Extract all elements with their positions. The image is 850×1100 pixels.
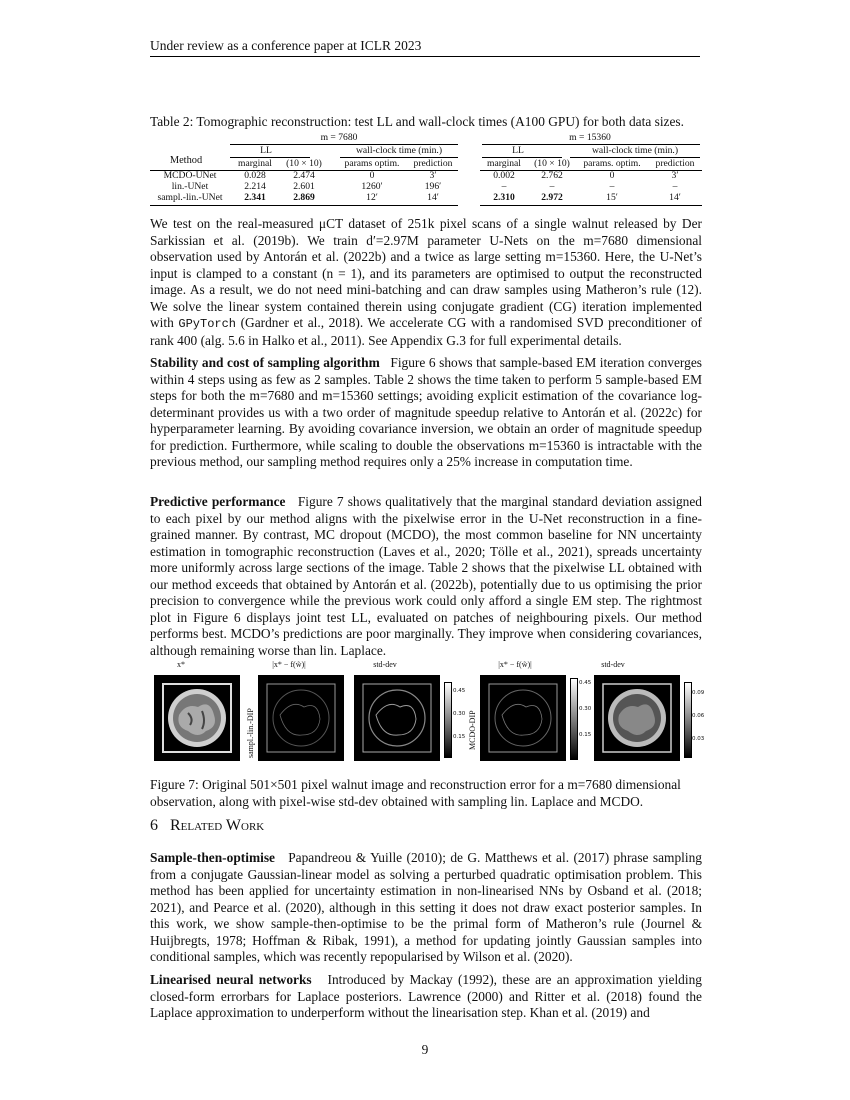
cell: 2.310 <box>493 192 515 203</box>
col-params: params optim. <box>344 158 400 169</box>
header-rule <box>150 56 700 57</box>
cell: – <box>501 181 507 192</box>
table-caption: Table 2: Tomographic reconstruction: test LL and wall-clock times (A100 GPU) for both data sizes. <box>150 114 684 129</box>
paragraph-predictive <box>150 494 702 659</box>
row-label-mcdo: MCDO-DIP <box>468 710 477 750</box>
ll-header: LL <box>260 145 272 156</box>
cell: 2.341 <box>244 192 266 203</box>
cell: 2.601 <box>293 181 315 192</box>
tick-label: 0.45 <box>579 680 592 686</box>
tick-label: 0.09 <box>692 690 705 696</box>
paragraph-linearised <box>150 972 702 1022</box>
cell: 2.869 <box>293 192 315 203</box>
colorbar-sampl <box>444 682 452 758</box>
colorbar-mcdo-std <box>684 682 692 758</box>
method-header: Method <box>169 155 203 166</box>
cell: 0 <box>609 170 615 181</box>
col-marginal-2: marginal <box>487 158 521 169</box>
cell: 3′ <box>671 170 679 181</box>
figure-caption: Figure 7: Original 501×501 pixel walnut image and reconstruction error for a m=7680 dimensional observation, along with pixel-wise std-dev obtained with sampling lin. Laplace and MCDO. <box>150 777 681 809</box>
std-image-mcdo <box>594 675 680 761</box>
cell: 14′ <box>669 192 681 203</box>
col-patch-2: (10 × 10) <box>534 158 570 169</box>
tick-label: 0.15 <box>579 732 592 738</box>
wall-header-2: wall-clock time (min.) <box>591 145 679 156</box>
cell: – <box>672 181 678 192</box>
group-header-7680: m = 7680 <box>320 132 358 143</box>
paragraph-stability <box>150 355 702 471</box>
cell: 196′ <box>424 181 442 192</box>
title-error: |x* − f(w̃)| <box>272 660 306 669</box>
paragraph-setup <box>150 216 702 349</box>
group-header-15360: m = 15360 <box>569 132 611 143</box>
cell: 12′ <box>366 192 378 203</box>
tick-label: 0.06 <box>692 713 705 719</box>
title-std-2: std-dev <box>601 660 625 669</box>
paragraph-text: Papandreou & Yuille (2010); de G. Matthews et al. (2017) phrase sampling from a conjugate Gaussian-linear model as solving a perturbed quadratic optimisation problem. This method has been applied for uncertainty estimation in non-linearised NNs by Osband et al. (2018; 2021), and Pearce et al. (2020), although in this setting it does not draw exact posterior samples. In this work, we show sample-then-optimise to be the primal form of Matheron’s rule (Journel & Huijbregts, 1978; Hoffman & Ribak, 1991), a method for updating jointly Gaussian samples into conditional samples, which was recently repopularised by Wilson et al. (2020). <box>150 850 702 965</box>
figure-walnut <box>150 660 705 772</box>
paragraph-heading: Linearised neural networks <box>150 972 312 987</box>
col-params-2: params. optim. <box>583 158 641 169</box>
cell: 14′ <box>427 192 439 203</box>
tick-label: 0.03 <box>692 736 705 742</box>
tick-label: 0.30 <box>579 706 592 712</box>
paragraph-text: Introduced by Mackay (1992), these are an approximation yielding closed-form errorbars for Laplace posteriors. Lawrence (2000) and Ritter et al. (2018) found the Laplace approximation to underperform without the linearisation step. Khan et al. (2019) and <box>150 972 702 1021</box>
code-gpytorch: GPyTorch <box>178 317 236 332</box>
paragraph-text: Figure 7 shows qualitatively that the marginal standard deviation assigned to each pixel by our method aligns with the pixelwise error in the U-Net reconstruction in a fine-grained manner. By contrast, MC dropout (MCDO), the most common baseline for NN uncertainty estimation in tomographic reconstruction (Laves et al., 2020; Tölle et al., 2021), spreads uncertainty more uniformly across large sections of the image. Table 2 shows that the pixelwise LL obtained with our method exceeds that obtained by Antorán et al. (2022b), potentially due to us optimising the prior precision to convergence while the previous work could only afford a single EM step. The rightmost plot in Figure 6 displays joint test LL, evaluated on patches of neighbouring pixels. Our method performs best. MCDO’s predictions are poor marginally. They improve when considering covariances, although remaining worse than lin. Laplace. <box>150 494 702 658</box>
col-marginal: marginal <box>238 158 272 169</box>
cell: 15′ <box>606 192 618 203</box>
tick-label: 0.45 <box>453 688 466 694</box>
error-image-sampl <box>258 675 344 761</box>
paragraph-heading: Predictive performance <box>150 494 286 509</box>
cell: 2.474 <box>293 170 315 181</box>
cell: 0.028 <box>244 170 266 181</box>
row-label-sampl: sampl.-lin.-DIP <box>246 708 255 758</box>
section-title: Related Work <box>170 817 265 834</box>
row-method: lin.-UNet <box>171 181 209 192</box>
ll-header-2: LL <box>512 145 524 156</box>
cell: 2.972 <box>541 192 563 203</box>
page-number: 9 <box>421 1042 429 1057</box>
section-heading <box>150 817 264 835</box>
row-method: sampl.-lin.-UNet <box>157 192 223 203</box>
tick-label: 0.30 <box>453 711 466 717</box>
cell: 2.214 <box>244 181 266 192</box>
cell: 0.002 <box>493 170 515 181</box>
col-patch: (10 × 10) <box>286 158 322 169</box>
title-std: std-dev <box>373 660 397 669</box>
cell: 1260′ <box>361 181 383 192</box>
cell: – <box>609 181 615 192</box>
paragraph-sample-then-optimise <box>150 850 702 966</box>
cell: 2.762 <box>541 170 563 181</box>
paragraph-heading: Stability and cost of sampling algorithm <box>150 355 380 370</box>
paragraph-text: We test on the real-measured μCT dataset of 251k pixel scans of a single walnut released by Der Sarkissian et al. (2019b). We train d′=2.97M parameter U-Nets on the m=7680 dimensional observation used by Antorán et al. (2022b) and a twice as large setting m=15360. Here, the U-Net’s input is clamped to a constant (n = 1), and its parameters are optimised to output the reconstructed image. As a result, we do not need mini-batching and can draw samples using Matheron’s rule (12). We solve the linear system contained therein using conjugate gradient (CG) iteration implemented with <box>150 216 702 331</box>
paragraph-heading: Sample-then-optimise <box>150 850 275 865</box>
cell: 0 <box>369 170 375 181</box>
paragraph-text: (Gardner et al., 2018). We accelerate CG with a randomised SVD preconditioner of rank 400 (alg. 5.6 in Halko et al., 2011). See Appendix G.3 for full experimental details. <box>150 315 702 348</box>
col-prediction-2: prediction <box>655 158 695 169</box>
cell: – <box>549 181 555 192</box>
colorbar-mcdo-error <box>570 678 578 760</box>
paragraph-text: Figure 6 shows that sample-based EM iteration converges within 4 steps using as few as 2 samples. Table 2 shows the time taken to perform 5 sample-based EM steps for both the m=7680 and m=15360 settings; avoiding explicit estimation of the covariance log-determinant provides us with a two order of magnitude speedup relative to Antorán et al. (2022c) for hyperparameter learning. By avoiding covariance inversion, we obtain an order of magnitude speedup for prediction. Furthermore, while scaling to double the observations m=15360 is intractable with the previous method, our sampling method requires only a 25% increase in computation time. <box>150 355 702 470</box>
std-image-sampl <box>354 675 440 761</box>
title-error-2: |x* − f(w̃)| <box>498 660 532 669</box>
col-prediction: prediction <box>413 158 453 169</box>
error-image-mcdo <box>480 675 566 761</box>
running-header: Under review as a conference paper at ICLR 2023 <box>150 38 422 53</box>
section-number: 6 <box>150 817 158 834</box>
row-method: MCDO-UNet <box>163 170 217 181</box>
tick-label: 0.15 <box>453 734 466 740</box>
walnut-ground-truth-image <box>154 675 240 761</box>
cell: 3′ <box>429 170 437 181</box>
title-ground-truth: x* <box>177 660 185 669</box>
wall-header: wall-clock time (min.) <box>355 145 443 156</box>
